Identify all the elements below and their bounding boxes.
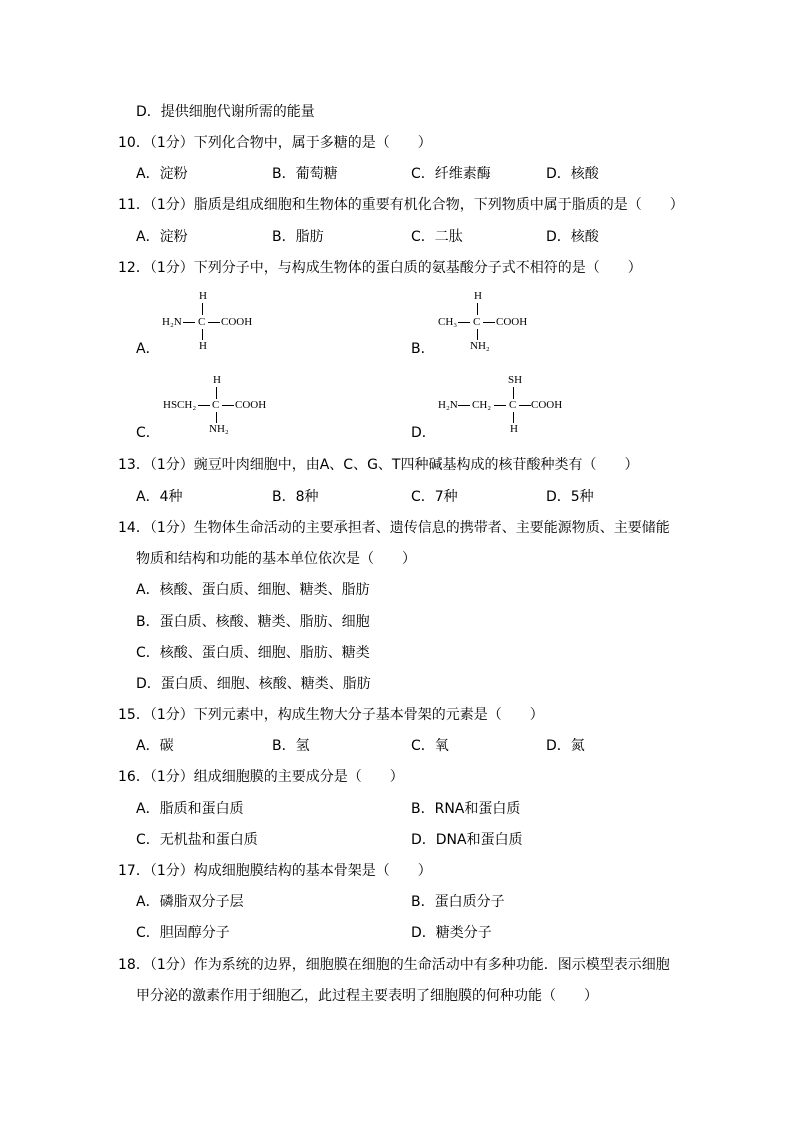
q13-stem: 13．（1分）豌豆叶肉细胞中，由A、C、G、T四种碱基构成的核苷酸种类有（ ） [118, 457, 639, 473]
bond [183, 322, 195, 323]
q18-stem-line1: 18．（1分）作为系统的边界，细胞膜在细胞的生命活动中有多种功能．图示模型表示细胞 [118, 957, 670, 973]
q10-stem: 10．（1分）下列化合物中，属于多糖的是（ ） [118, 135, 432, 151]
struct-b-center: C [473, 316, 481, 328]
struct-c-right: COOH [235, 399, 267, 411]
q17-option-c: C．胆固醇分子 [136, 925, 230, 941]
bond [513, 387, 514, 399]
bond [513, 412, 514, 423]
q16-option-b: B．RNA和蛋白质 [411, 801, 521, 817]
struct-d-bottom: H [510, 423, 518, 435]
q17-option-a: A．磷脂双分子层 [136, 894, 244, 910]
q15-option-d: D．氮 [546, 738, 585, 754]
q11-option-a: A．淀粉 [136, 229, 188, 245]
struct-b-top: H [474, 290, 482, 302]
q15-option-a: A．碳 [136, 738, 174, 754]
q18-stem-line2: 甲分泌的激素作用于细胞乙，此过程主要表明了细胞膜的何种功能（ ） [136, 988, 598, 1004]
struct-d-mid: CH₂ [472, 399, 492, 411]
q12-label-b: B． [411, 341, 435, 357]
q11-option-c: C．二肽 [411, 229, 463, 245]
q12-label-d: D． [411, 425, 436, 441]
q11-option-b: B．脂肪 [272, 229, 324, 245]
struct-b-right: COOH [496, 316, 528, 328]
q16-option-c: C．无机盐和蛋白质 [136, 832, 258, 848]
bond [202, 303, 203, 315]
bond [519, 405, 531, 406]
bond [477, 329, 478, 340]
q14-option-d: D．蛋白质、细胞、核酸、糖类、脂肪 [136, 676, 371, 692]
struct-a-left: H₂N [162, 316, 182, 328]
q11-stem: 11．（1分）脂质是组成细胞和生物体的重要有机化合物，下列物质中属于脂质的是（ ） [118, 197, 684, 213]
q17-option-d: D．糖类分子 [411, 925, 492, 941]
q11-option-d: D．核酸 [546, 229, 599, 245]
q10-option-b: B．葡萄糖 [272, 166, 338, 182]
q13-option-c: C．7种 [411, 489, 458, 505]
q10-option-d: D．核酸 [546, 166, 599, 182]
struct-c-left: HSCH₂ [163, 399, 197, 411]
bond [216, 387, 217, 399]
struct-d-top: SH [508, 374, 523, 386]
q14-option-a: A．核酸、蛋白质、细胞、糖类、脂肪 [136, 582, 370, 598]
struct-b-bottom: NH₂ [470, 340, 490, 352]
q12-label-a: A． [136, 341, 160, 357]
bond [202, 329, 203, 340]
bond [222, 405, 234, 406]
q16-option-d: D．DNA和蛋白质 [411, 832, 523, 848]
bond [208, 322, 220, 323]
q16-option-a: A．脂质和蛋白质 [136, 801, 244, 817]
struct-d-center: C [509, 399, 517, 411]
q14-option-c: C．核酸、蛋白质、细胞、脂肪、糖类 [136, 645, 370, 661]
struct-c-center: C [212, 399, 220, 411]
q14-stem-line2: 物质和结构和功能的基本单位依次是（ ） [136, 551, 416, 567]
struct-c-bottom: NH₂ [209, 423, 229, 435]
q15-option-b: B．氢 [272, 738, 310, 754]
bond [494, 405, 506, 406]
q14-stem-line1: 14．（1分）生物体生命活动的主要承担者、遗传信息的携带者、主要能源物质、主要储能 [118, 520, 670, 536]
struct-a-bottom: H [199, 340, 207, 352]
struct-c-top: H [213, 374, 221, 386]
bond [483, 322, 495, 323]
q12-stem: 12．（1分）下列分子中，与构成生物体的蛋白质的氨基酸分子式不相符的是（ ） [118, 260, 642, 276]
q17-option-b: B．蛋白质分子 [411, 894, 505, 910]
bond [458, 322, 470, 323]
struct-d-left: H₂N [438, 399, 458, 411]
q9-option-d: D．提供细胞代谢所需的能量 [136, 104, 315, 120]
bond [477, 303, 478, 315]
q16-stem: 16．（1分）组成细胞膜的主要成分是（ ） [118, 769, 404, 785]
q13-option-b: B．8种 [272, 489, 319, 505]
q10-option-c: C．纤维素酶 [411, 166, 491, 182]
q10-option-a: A．淀粉 [136, 166, 188, 182]
bond [216, 412, 217, 423]
struct-a-center: C [198, 316, 206, 328]
struct-b-left: CH₃ [438, 316, 458, 328]
bond [458, 405, 470, 406]
q13-option-a: A．4种 [136, 489, 183, 505]
struct-a-right: COOH [221, 316, 253, 328]
q13-option-d: D．5种 [546, 489, 594, 505]
struct-a-top: H [199, 290, 207, 302]
bond [198, 405, 210, 406]
q15-stem: 15．（1分）下列元素中，构成生物大分子基本骨架的元素是（ ） [118, 707, 544, 723]
q12-label-c: C． [136, 425, 160, 441]
q17-stem: 17．（1分）构成细胞膜结构的基本骨架是（ ） [118, 863, 432, 879]
q15-option-c: C．氧 [411, 738, 449, 754]
q14-option-b: B．蛋白质、核酸、糖类、脂肪、细胞 [136, 614, 370, 630]
struct-d-right: COOH [531, 399, 563, 411]
